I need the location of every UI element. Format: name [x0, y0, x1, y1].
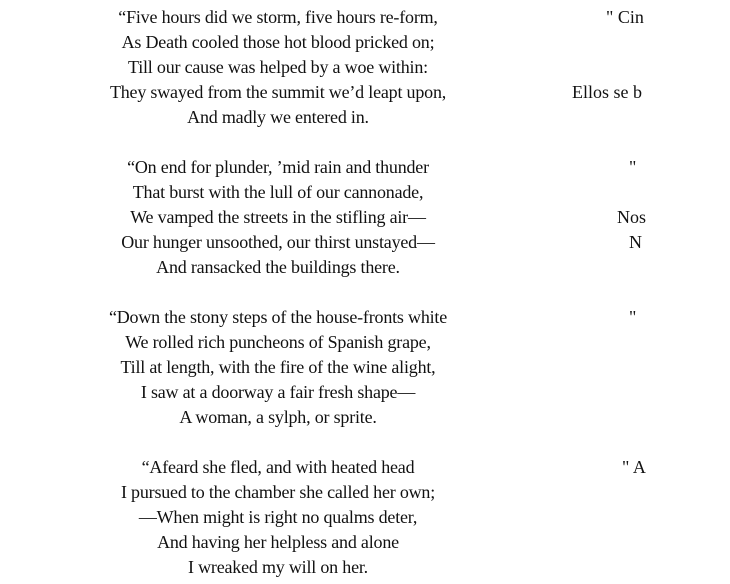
stanza	[78, 5, 478, 130]
poem-line: “Afeard she fled, and with heated head	[141, 457, 415, 477]
poem-line-fragment: Nos	[617, 207, 647, 227]
poem-line-fragment	[530, 355, 730, 380]
poem-column-spanish-clipped	[530, 5, 730, 480]
poem-line-fragment	[530, 330, 730, 355]
poem-line: And having her helpless and alone	[157, 532, 399, 552]
poem-column-english	[78, 5, 478, 580]
poem-line-fragment	[530, 55, 730, 80]
stanza	[78, 155, 478, 280]
poem-line: I saw at a doorway a fair fresh shape—	[140, 382, 416, 402]
poem-line: A woman, a sylph, or sprite.	[179, 407, 377, 427]
stanza-gap	[78, 280, 478, 305]
poem-line: As Death cooled those hot blood pricked on;	[121, 32, 435, 52]
poem-line: And madly we entered in.	[187, 107, 369, 127]
poem-line-fragment	[530, 255, 730, 280]
poem-line-fragment	[530, 280, 730, 305]
poem-line-fragment: " Cin	[606, 7, 644, 27]
poem-line-fragment	[530, 30, 730, 55]
poem-line-fragment	[530, 105, 730, 130]
stanza-gap	[78, 430, 478, 455]
poem-line-fragment: "	[629, 157, 637, 177]
poem-line: Till at length, with the fire of the wine alight,	[120, 357, 436, 377]
poem-line: “Five hours did we storm, five hours re-form,	[118, 7, 438, 27]
poem-line: We vamped the streets in the stifling air—	[130, 207, 426, 227]
poem-line-fragment	[530, 405, 730, 430]
poem-line: I wreaked my will on her.	[188, 557, 368, 577]
poem-line: “Down the stony steps of the house-fronts white	[108, 307, 448, 327]
poem-line: I pursued to the chamber she called her own;	[120, 482, 436, 502]
poem-line: They swayed from the summit we’d leapt upon,	[109, 82, 447, 102]
stanza	[78, 455, 478, 580]
poem-line-fragment: Ellos se b	[572, 82, 642, 102]
poem-line: And ransacked the buildings there.	[156, 257, 400, 277]
poem-line: Our hunger unsoothed, our thirst unstayed—	[121, 232, 435, 252]
stanza	[78, 305, 478, 430]
poem-line-fragment: "	[629, 307, 637, 327]
poem-line-fragment	[530, 180, 730, 205]
poem-line: That burst with the lull of our cannonade,	[132, 182, 424, 202]
poem-line: We rolled rich puncheons of Spanish grape,	[125, 332, 431, 352]
poem-line-fragment	[530, 130, 730, 155]
poem-line-fragment: " A	[622, 457, 646, 477]
poem-line-fragment	[530, 430, 730, 455]
poem-line-fragment	[530, 380, 730, 405]
poem-line-fragment: N	[629, 232, 642, 252]
poem-line: —When might is right no qualms deter,	[138, 507, 418, 527]
poem-line: Till our cause was helped by a woe within:	[128, 57, 428, 77]
stanza-gap	[78, 130, 478, 155]
poem-line: “On end for plunder, ’mid rain and thunder	[127, 157, 429, 177]
